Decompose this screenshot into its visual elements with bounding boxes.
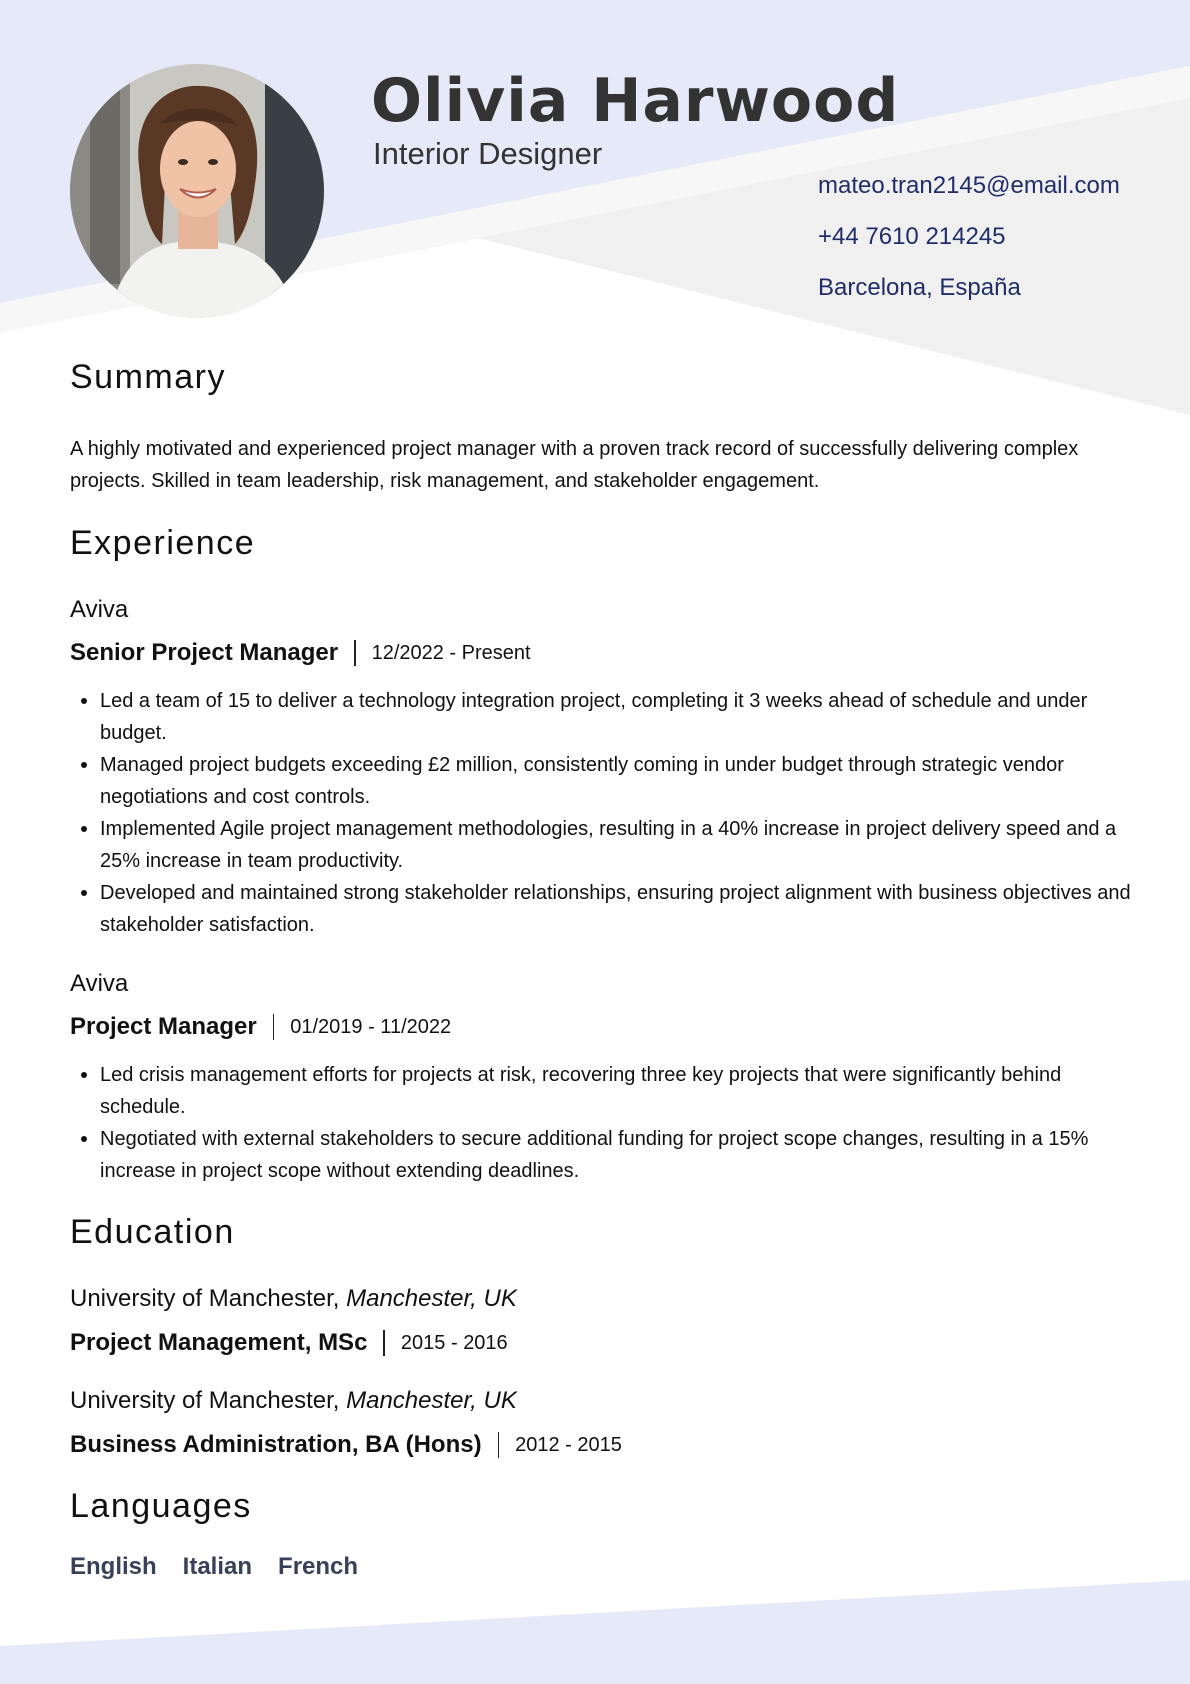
language-item: English [70, 1553, 157, 1580]
languages-heading: Languages [70, 1487, 252, 1525]
job-role: Senior Project Manager [70, 639, 339, 666]
job-dates: 12/2022 - Present [371, 641, 531, 664]
degree-divider [498, 1432, 500, 1458]
education-institution: University of Manchester, [70, 1285, 347, 1312]
education-degree: Business Administration, BA (Hons) [70, 1431, 482, 1458]
footer-lavender-band [0, 1580, 1190, 1684]
job-bullet: Developed and maintained strong stakeholder relationships, ensuring project alignment with business objectives and stakeholder satisfaction. [100, 877, 1150, 941]
education-degree-line [70, 1329, 508, 1357]
language-item: Italian [182, 1553, 253, 1580]
job-bullets [70, 1059, 1150, 1187]
contact-location: Barcelona, España [818, 274, 1021, 301]
education-institution-line [70, 1285, 517, 1313]
job-company: Aviva [70, 596, 129, 623]
degree-divider [383, 1330, 385, 1356]
language-item: French [278, 1553, 359, 1580]
education-dates: 2015 - 2016 [400, 1331, 508, 1354]
contact-phone[interactable]: +44 7610 214245 [818, 223, 1006, 250]
candidate-title: Interior Designer [373, 136, 603, 171]
role-divider [273, 1014, 275, 1040]
job-dates: 01/2019 - 11/2022 [290, 1015, 452, 1038]
job-role-line [70, 1013, 451, 1041]
education-heading: Education [70, 1213, 235, 1251]
education-dates: 2012 - 2015 [515, 1433, 622, 1456]
role-divider [354, 640, 356, 666]
contact-email[interactable]: mateo.tran2145@email.com [818, 172, 1120, 199]
job-bullet: Led a team of 15 to deliver a technology integration project, completing it 3 weeks ahead of schedule and under budget. [100, 685, 1150, 749]
job-bullets [70, 685, 1150, 941]
experience-heading: Experience [70, 524, 256, 562]
education-location: Manchester, UK [346, 1285, 517, 1312]
job-role-line [70, 639, 531, 667]
education-degree-line [70, 1431, 622, 1459]
languages-list [70, 1553, 384, 1581]
job-role: Project Manager [70, 1013, 257, 1040]
education-institution: University of Manchester, [70, 1387, 347, 1414]
summary-text: A highly motivated and experienced project manager with a proven track record of successfully delivering complex projects. Skilled in team leadership, risk management, and stakeholder engagement. [70, 438, 1079, 492]
job-company: Aviva [70, 970, 129, 997]
job-bullet: Led crisis management efforts for projects at risk, recovering three key projects that were significantly behind schedule. [100, 1059, 1150, 1123]
job-bullet: Managed project budgets exceeding £2 million, consistently coming in under budget through strategic vendor negotiations and cost controls. [100, 749, 1150, 813]
job-bullet: Negotiated with external stakeholders to secure additional funding for project scope changes, resulting in a 15% increase in project scope without extending deadlines. [100, 1123, 1150, 1187]
education-degree: Project Management, MSc [70, 1329, 368, 1356]
education-institution-line [70, 1387, 517, 1415]
candidate-name: Olivia Harwood [371, 66, 900, 136]
summary-heading: Summary [70, 358, 226, 396]
profile-photo [70, 64, 324, 318]
job-bullet: Implemented Agile project management methodologies, resulting in a 40% increase in project delivery speed and a 25% increase in team productivity. [100, 813, 1150, 877]
education-location: Manchester, UK [346, 1387, 517, 1414]
contact-block [818, 168, 1120, 321]
